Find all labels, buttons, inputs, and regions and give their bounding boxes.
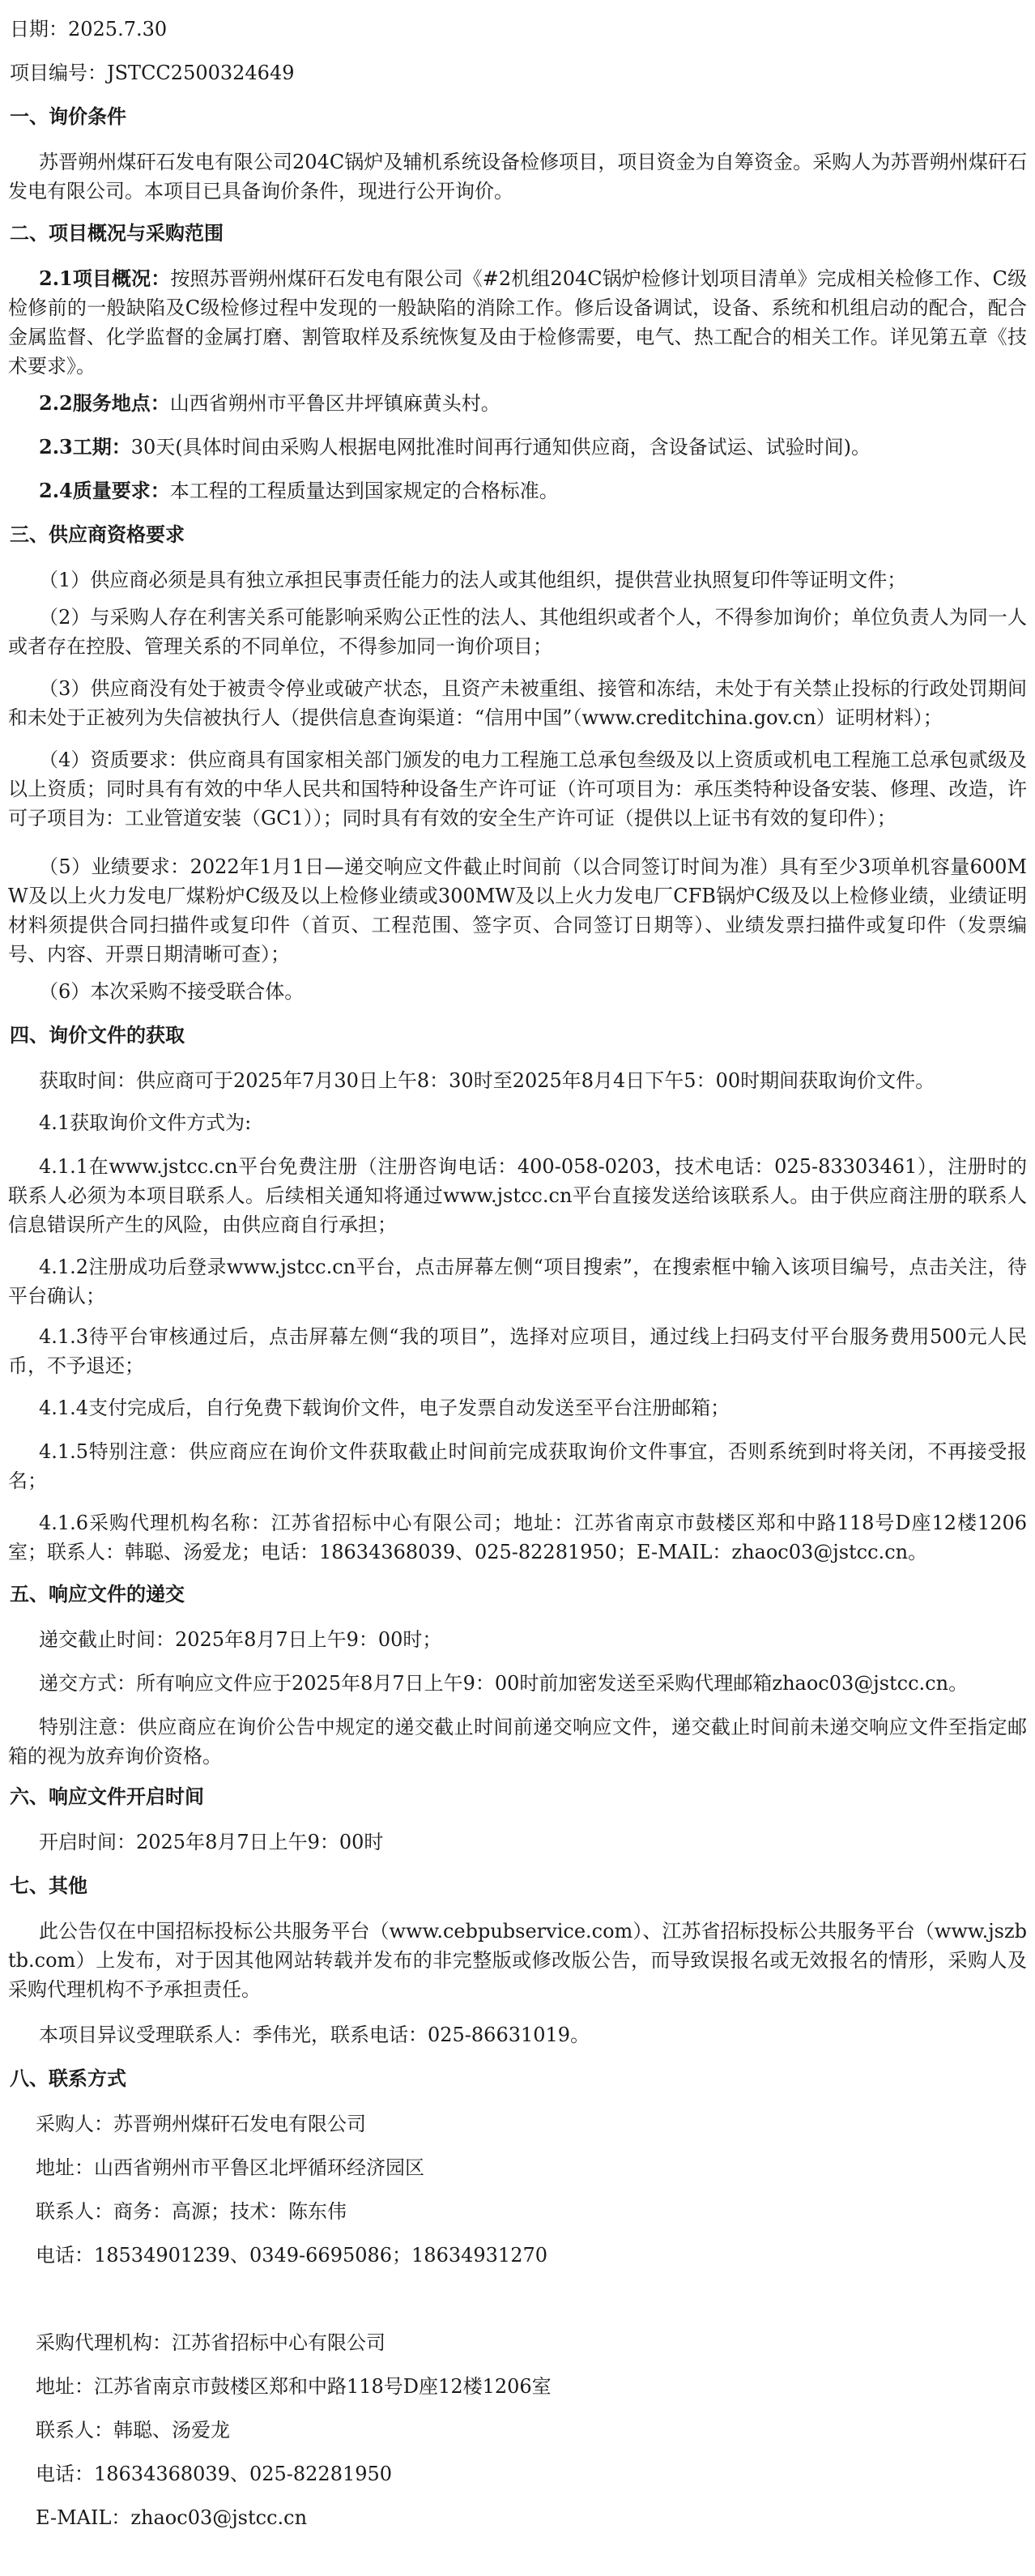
service-location (8, 389, 1027, 418)
section-1-body: 苏晋朔州煤矸石发电有限公司204C锅炉及辅机系统设备检修项目，项目资金为自筹资金。采购人为苏晋朔州煤矸石发电有限公司。本项目已具备询价条件，现进行公开询价。 (8, 151, 1027, 203)
section-7-title: 七、其他 (10, 1874, 87, 1897)
duration-text: 30天(具体时间由采购人根据电网批准时间再行通知供应商，含设备试运、试验时间)。 (130, 436, 871, 458)
opening-time: 开启时间：2025年8月7日上午9：00时 (39, 1831, 384, 1853)
quality-requirement-label: 2.4质量要求： (39, 479, 170, 502)
method-4-1-4: 4.1.4支付完成后，自行免费下载询价文件，电子发票自动发送至平台注册邮箱； (39, 1397, 730, 1419)
method-4-1-5: 4.1.5特别注意：供应商应在询价文件获取截止时间前完成获取询价文件事宜，否则系统到时将关闭，不再接受报名； (8, 1440, 1027, 1492)
section-8-title: 八、联系方式 (10, 2067, 126, 2090)
quality-requirement-text: 本工程的工程质量达到国家规定的合格标准。 (169, 480, 559, 502)
service-location-text: 山西省朔州市平鲁区井坪镇麻黄头村。 (169, 392, 500, 415)
submission-note: 特别注意：供应商应在询价公告中规定的递交截止时间前递交响应文件，递交截止时间前未递交响应文件至指定邮箱的视为放弃询价资格。 (8, 1716, 1027, 1768)
section-4-title: 四、询价文件的获取 (10, 1024, 185, 1047)
duration (8, 433, 1027, 462)
method-4-1-3: 4.1.3待平台审核通过后，点击屏幕左侧“我的项目”，选择对应项目，通过线上扫码支付平台服务费用500元人民币，不予退还； (8, 1325, 1027, 1377)
section-6-title: 六、响应文件开启时间 (10, 1785, 204, 1808)
qualification-3: （3）供应商没有处于被责令停业或破产状态，且资产未被重组、接管和冻结，未处于有关禁止投标的行政处罚期间和未处于正被列为失信被执行人（提供信息查询渠道：“信用中国”（www.creditchina.gov.cn）证明材料）； (8, 677, 1028, 729)
buyer-contact: 联系人：商务：高源；技术：陈东伟 (36, 2200, 347, 2223)
project-overview (8, 264, 1027, 381)
agent-email: E-MAIL：zhaoc03@jstcc.cn (36, 2506, 308, 2529)
buyer-name: 采购人：苏晋朔州煤矸石发电有限公司 (36, 2113, 366, 2135)
acquisition-method: 4.1获取询价文件方式为: (39, 1111, 252, 1134)
qualification-5: （5）业绩要求：2022年1月1日—递交响应文件截止时间前（以合同签订时间为准）具有至少3项单机容量600MW及以上火力发电厂煤粉炉C级及以上检修业绩或300MW及以上火力发电厂CFB锅炉C级及以上检修业绩，业绩证明材料须提供合同扫描件或复印件（首页、工程范围、签字页、合同签订日期等）、业绩发票扫描件或复印件（发票编号、内容、开票日期清晰可查）； (8, 855, 1027, 966)
duration-label: 2.3工期： (39, 435, 131, 458)
section-3-title: 三、供应商资格要求 (10, 523, 185, 546)
qualification-4: （4）资质要求：供应商具有国家相关部门颁发的电力工程施工总承包叁级及以上资质或机电工程施工总承包贰级及以上资质；同时具有有效的中华人民共和国特种设备生产许可证（许可项目为：承压类特种设备安装、修理、改造，许可子项目为：工业管道安装（GC1））；同时具有有效的安全生产许可证（提供以上证书有效的复印件）； (8, 748, 1028, 830)
project-number: 项目编号：JSTCC2500324649 (10, 62, 295, 84)
buyer-address: 地址：山西省朔州市平鲁区北坪循环经济园区 (36, 2156, 424, 2179)
date: 日期：2025.7.30 (10, 18, 168, 41)
acquisition-time: 获取时间：供应商可于2025年7月30日上午8：30时至2025年8月4日下午5：00时期间获取询价文件。 (39, 1069, 935, 1092)
agent-phone: 电话：18634368039、025-82281950 (36, 2463, 393, 2485)
method-4-1-2: 4.1.2注册成功后登录www.jstcc.cn平台，点击屏幕左侧“项目搜索”，在搜索框中输入该项目编号，点击关注，待平台确认； (8, 1256, 1027, 1307)
submission-method: 递交方式：所有响应文件应于2025年8月7日上午9：00时前加密发送至采购代理邮箱zhaoc03@jstcc.cn。 (39, 1672, 969, 1695)
service-location-label: 2.2服务地点： (39, 391, 170, 415)
qualification-2: （2）与采购人存在利害关系可能影响采购公正性的法人、其他组织或者个人，不得参加询价；单位负责人为同一人或者存在控股、管理关系的不同单位，不得参加同一询价项目； (8, 606, 1028, 658)
project-overview-label: 2.1项目概况： (39, 267, 171, 290)
publication-notice: 此公告仅在中国招标投标公共服务平台（www.cebpubservice.com）、江苏省招标投标公共服务平台（www.jszbtb.com）上发布，对于因其他网站转载并发布的非完整版或修改版公告，而导致误报名或无效报名的情形，采购人及采购代理机构不予承担责任。 (8, 1920, 1027, 2001)
section-5-title: 五、响应文件的递交 (10, 1583, 185, 1606)
section-2-title: 二、项目概况与采购范围 (10, 222, 224, 245)
agent-contact: 联系人：韩聪、汤爱龙 (36, 2419, 230, 2442)
agent-name: 采购代理机构：江苏省招标中心有限公司 (36, 2331, 385, 2354)
submission-deadline: 递交截止时间：2025年8月7日上午9：00时； (39, 1628, 442, 1651)
agent-address: 地址：江苏省南京市鼓楼区郑和中路118号D座12楼1206室 (36, 2375, 552, 2398)
buyer-phone: 电话：18534901239、0349-6695086；18634931270 (36, 2244, 548, 2267)
objection-contact: 本项目异议受理联系人：季伟光，联系电话：025-86631019。 (39, 2024, 590, 2046)
qualification-1: （1）供应商必须是具有独立承担民事责任能力的法人或其他组织，提供营业执照复印件等证明文件； (39, 569, 907, 591)
project-overview-text: 按照苏晋朔州煤矸石发电有限公司《#2机组204C锅炉检修计划项目清单》完成相关检修工作、C级检修前的一般缺陷及C级检修过程中发现的一般缺陷的消除工作。修后设备调试，设备、系统和机组启动的配合，配合金属监督、化学监督的金属打磨、割管取样及系统恢复及由于检修需要，电气、热工配合的相关工作。详见第五章《技术要求》。 (8, 267, 1027, 377)
quality-requirement (8, 476, 1027, 505)
method-4-1-6: 4.1.6采购代理机构名称：江苏省招标中心有限公司；地址：江苏省南京市鼓楼区郑和中路118号D座12楼1206室；联系人：韩聪、汤爱龙；电话：18634368039、025-82281950；E-MAIL：zhaoc03@jstcc.cn。 (8, 1512, 1027, 1563)
qualification-6: （6）本次采购不接受联合体。 (39, 980, 305, 1003)
method-4-1-1: 4.1.1在www.jstcc.cn平台免费注册（注册咨询电话：400-058-0203，技术电话：025-83303461），注册时的联系人必须为本项目联系人。后续相关通知将通过www.jstcc.cn平台直接发送给该联系人。由于供应商注册的联系人信息错误所产生的风险，由供应商自行承担； (8, 1155, 1027, 1236)
section-1-title: 一、询价条件 (10, 105, 126, 128)
